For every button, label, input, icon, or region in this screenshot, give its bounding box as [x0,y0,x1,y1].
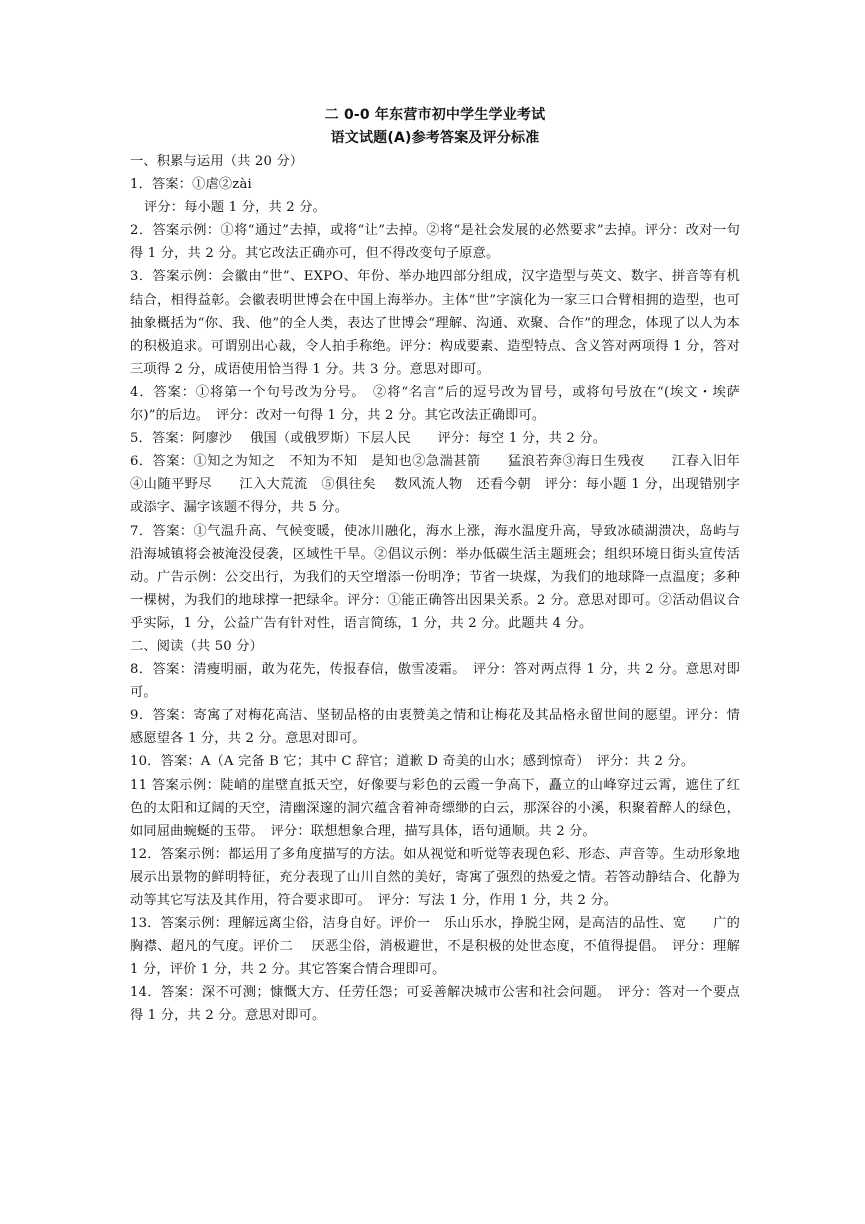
answer-13: 13．答案示例：理解远离尘俗，洁身自好。评价一 乐山乐水，挣脱尘网，是高洁的品性、宽 广的胸襟、超凡的气度。评价二 厌恶尘俗，消极避世，不是积极的处世态度，不值得提倡。 评分：理解 1 分，评价 1 分，共 2 分。其它答案合情合理即可。 [130,916,740,978]
answer-3: 3．答案示例：会徽由“世”、EXPO、年份、举办地四部分组成，汉字造型与英文、数字、拼音等有机结合，相得益彰。会徽表明世博会在中国上海举办。主体“世”字演化为一家三口合臂相拥的造型，也可抽象概括为“你、我、他”的全人类，表达了世博会“理解、沟通、欢聚、合作”的理念，体现了以人为本的积极追求。可谓别出心裁，令人拍手称绝。评分：构成要素、造型特点、含义答对两项得 1 分，答对三项得 2 分，成语使用恰当得 1 分。共 3 分。意思对即可。 [130,269,740,377]
exam-subtitle: 语文试题(A)参考答案及评分标准 [330,130,540,146]
answer-4: 4．答案：①将第一个句号改为分号。 ②将“名言”后的逗号改为冒号，或将句号放在“(埃文・埃萨尔)”的后边。 评分：改对一句得 1 分，共 2 分。其它改法正确即可。 [130,384,740,424]
answer-1: 1．答案：①虐②zài [130,177,252,193]
answer-11: 11 答案示例：陡峭的崖壁直抵天空，好像要与彩色的云霞一争高下，矗立的山峰穿过云霄，遮住了红色的太阳和辽阔的天空，清幽深邃的洞穴蕴含着神奇缥缈的白云，那深谷的小溪，积聚着醉人的绿色，如同屈曲蜿蜒的玉带。 评分：联想想象合理，描写具体，语句通顺。共 2 分。 [130,777,740,839]
section-heading-2: 二、阅读（共 50 分） [130,638,264,654]
document-body [130,104,740,1028]
answer-6: 6．答案：①知之为知之 不知为不知 是知也②急湍甚箭 猛浪若奔③海日生残夜 江春入旧年④山随平野尽 江入大荒流 ⑤俱往矣 数风流人物 还看今朝 评分：每小题 1 分，出现错别字或添字、漏字该题不得分，共 5 分。 [130,454,740,516]
section-heading-1: 一、积累与运用（共 20 分） [130,154,304,169]
exam-title: 二 0-0 年东营市初中学生学业考试 [324,107,546,123]
answer-12: 12．答案示例：都运用了多角度描写的方法。如从视觉和听觉等表现色彩、形态、声音等。生动形象地展示出景物的鲜明特征，充分表现了山川自然的美好，寄寓了强烈的热爱之情。若答动静结合、化静为动等其它写法及其作用，符合要求即可。 评分：写法 1 分，作用 1 分，共 2 分。 [130,846,740,908]
answer-2: 2．答案示例：①将“通过”去掉，或将“让”去掉。②将“是社会发展的必然要求”去掉。评分：改对一句得 1 分，共 2 分。其它改法正确亦可，但不得改变句子原意。 [130,223,740,262]
answer-8: 8．答案：清瘦明丽，敢为花先，传报春信，傲雪凌霜。 评分：答对两点得 1 分，共 2 分。意思对即可。 [130,662,740,701]
answer-10: 10．答案：A（A 完备 B 它；其中 C 辞官；道歉 D 奇美的山水；感到惊奇） 评分：共 2 分。 [130,754,695,770]
answer-9: 9．答案：寄寓了对梅花高洁、坚韧品格的由衷赞美之情和让梅花及其品格永留世间的愿望。评分：情感愿望各 1 分，共 2 分。意思对即可。 [130,708,740,747]
answer-5: 5．答案：阿廖沙 俄国（或俄罗斯）下层人民 评分：每空 1 分，共 2 分。 [130,431,607,447]
answer-14: 14．答案：深不可测；慷慨大方、任劳任怨；可妥善解决城市公害和社会问题。 评分：答对一个要点得 1 分，共 2 分。意思对即可。 [130,985,740,1024]
answer-7: 7．答案：①气温升高、气候变暖，使冰川融化，海水上涨，海水温度升高，导致冰碛湖溃决，岛屿与沿海城镇将会被淹没侵袭，区域性干旱。②倡议示例：举办低碳生活主题班会；组织环境日街头宣传活动。广告示例：公交出行，为我们的天空增添一份明净；节省一块煤，为我们的地球降一点温度；多种一棵树，为我们的地球撑一把绿伞。评分：①能正确答出因果关系。2 分。意思对即可。②活动倡议合乎实际，1 分，公益广告有针对性，语言简练，1 分，共 2 分。此题共 4 分。 [130,523,740,631]
answer-1-scoring: 评分：每小题 1 分，共 2 分。 [144,200,327,216]
